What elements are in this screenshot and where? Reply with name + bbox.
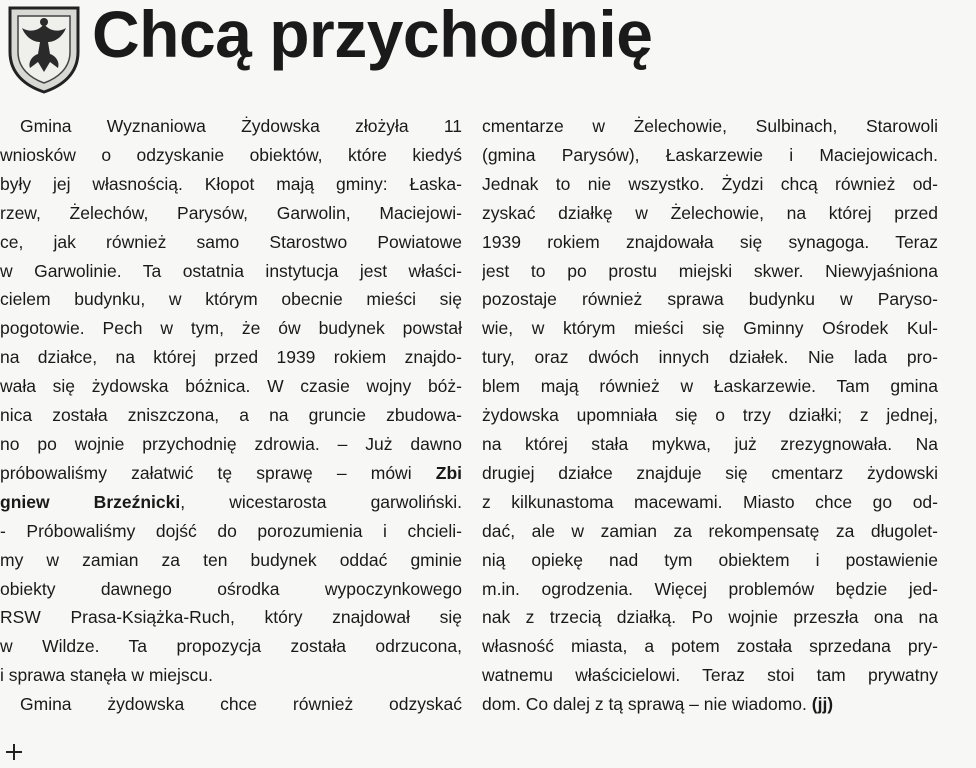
text-line: z kilkunastoma macewami. Miasto chce go od- (482, 491, 938, 512)
text-line: nak z trzecią działką. Po wojnie przeszła ona na (482, 607, 938, 628)
text-line: RSW Prasa-Książka-Ruch, który znajdował się (0, 607, 462, 628)
article-column-right (482, 112, 938, 719)
text-line: i sprawa stanęła w miejscu. (0, 665, 213, 686)
text-line (0, 459, 462, 488)
text-line: pogotowie. Pech w tym, że ów budynek powstał (0, 318, 462, 339)
author-initials: (jj) (811, 694, 834, 715)
text-line (482, 690, 938, 719)
text-line: ce, jak również samo Starostwo Powiatowe (0, 231, 462, 252)
text-segment: , wicestarosta garwoliński. (180, 491, 462, 512)
text-line (0, 488, 462, 517)
text-line: drugiej działce znajduje się cmentarz żydowski (482, 462, 938, 483)
text-segment: dom. Co dalej z tą sprawą – nie wiadomo. (482, 694, 812, 715)
text-line: wniosków o odzyskanie obiektów, które kiedyś (0, 144, 462, 165)
text-line: 1939 rokiem znajdowała się synagoga. Teraz (482, 231, 938, 252)
text-line: dać, ale w zamian za rekompensatę za długolet- (482, 520, 938, 541)
text-line: no po wojnie przychodnię zdrowia. – Już dawno (0, 433, 462, 454)
text-line: w Wildze. Ta propozycja została odrzucona, (0, 636, 462, 657)
text-line: Gmina Wyznaniowa Żydowska złożyła 11 (20, 116, 462, 136)
text-line: wie, w którym mieści się Gminny Ośrodek Kul- (482, 318, 938, 339)
text-line: zyskać działkę w Żelechowie, na której przed (482, 202, 938, 223)
text-line: Gmina żydowska chce również odzyskać (20, 694, 462, 715)
crop-mark-icon (6, 744, 22, 760)
text-line: żydowska upomniała się o trzy działki; z jednej, (482, 405, 938, 426)
text-line: na działce, na której przed 1939 rokiem znajdo- (0, 347, 462, 368)
text-line: tury, oraz dwóch innych działek. Nie lada pro- (482, 347, 938, 368)
text-line: w Garwolinie. Ta ostatnia instytucja jest właści- (0, 260, 462, 281)
text-line: wała się żydowska bóżnica. W czasie wojny bóż- (0, 376, 462, 397)
text-line: własność miasta, a potem została sprzedana pry- (482, 636, 938, 657)
speaker-name: gniew Brzeźnicki (0, 491, 181, 512)
article-title: Chcą przychodnię (92, 0, 653, 71)
coat-of-arms-icon (4, 2, 84, 94)
text-line: jest to po prostu miejski skwer. Niewyjaśniona (482, 260, 938, 281)
text-line: watnemu właścicielowi. Teraz stoi tam prywatny (482, 665, 938, 686)
text-line: (gmina Parysów), Łaskarzewie i Maciejowicach. (482, 144, 938, 165)
speaker-name-part: Zbi (435, 462, 462, 483)
text-line: cielem budynku, w którym obecnie mieści się (0, 289, 462, 310)
text-line: nią opiekę nad tym obiektem i postawienie (482, 549, 938, 570)
text-line: na której stała mykwa, już zrezygnowała. Na (482, 433, 938, 454)
text-segment: próbowaliśmy załatwić tę sprawę – mówi (0, 462, 436, 483)
text-line: cmentarze w Żelechowie, Sulbinach, Starowoli (482, 116, 938, 136)
text-line: pozostaje również sprawa budynku w Paryso- (482, 289, 938, 310)
text-line: Jednak to nie wszystko. Żydzi chcą również od- (482, 173, 938, 194)
text-line: - Próbowaliśmy dojść do porozumienia i chcieli- (0, 520, 462, 541)
text-line: m.in. ogrodzenia. Więcej problemów będzie jed- (482, 578, 938, 599)
text-line: były jej własnością. Kłopot mają gminy: Łaska- (0, 173, 462, 194)
text-line: rzew, Żelechów, Parysów, Garwolin, Maciejowi- (0, 202, 462, 223)
article-column-left (0, 112, 462, 719)
text-line: nica została zniszczona, a na gruncie zbudowa- (0, 405, 462, 426)
text-line: obiekty dawnego ośrodka wypoczynkowego (0, 578, 462, 599)
text-line: my w zamian za ten budynek oddać gminie (0, 549, 462, 570)
text-line: blem mają również w Łaskarzewie. Tam gmina (482, 376, 938, 397)
